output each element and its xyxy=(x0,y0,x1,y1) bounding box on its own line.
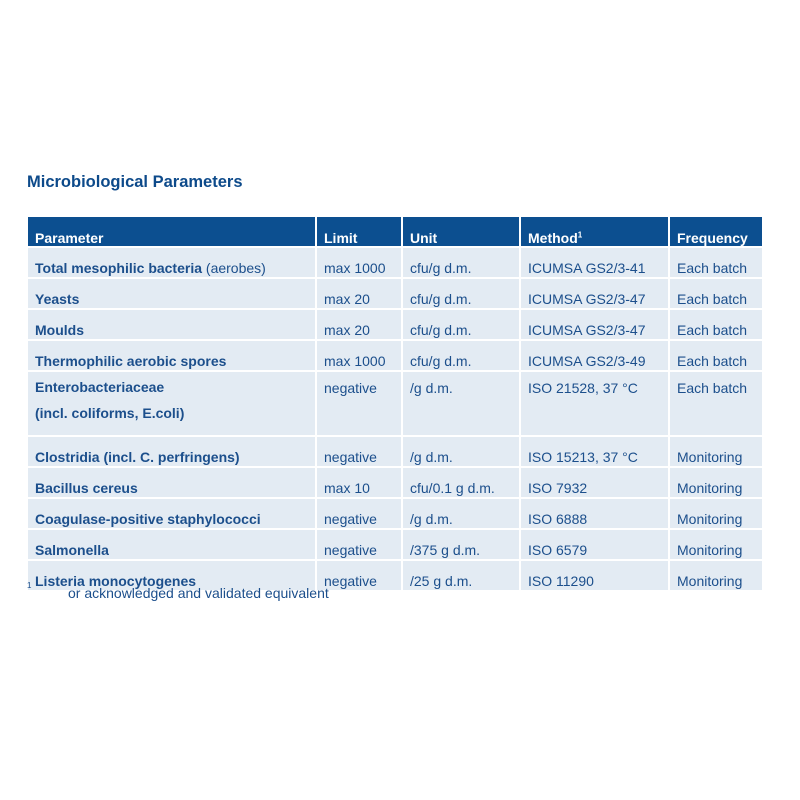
cell-frequency: Each batch xyxy=(670,372,762,435)
parameter-name: Moulds xyxy=(35,322,84,338)
cell-method: ISO 21528, 37 °C xyxy=(521,372,668,435)
cell-parameter xyxy=(28,341,315,370)
cell-frequency: Each batch xyxy=(670,341,762,370)
cell-method: ICUMSA GS2/3-49 xyxy=(521,341,668,370)
cell-parameter xyxy=(28,372,315,435)
cell-frequency: Monitoring xyxy=(670,437,762,466)
cell-limit: negative xyxy=(317,372,401,435)
parameter-name: Yeasts xyxy=(35,291,80,307)
cell-parameter xyxy=(28,437,315,466)
cell-parameter xyxy=(28,530,315,559)
cell-parameter xyxy=(28,310,315,339)
table-row xyxy=(28,372,762,435)
cell-unit: /375 g d.m. xyxy=(403,530,519,559)
header-frequency: Frequency xyxy=(670,217,762,246)
header-method-label: Method xyxy=(528,230,578,246)
cell-method: ISO 6888 xyxy=(521,499,668,528)
cell-unit: cfu/g d.m. xyxy=(403,310,519,339)
parameter-name-line2: (incl. coliforms, E.coli) xyxy=(35,405,185,421)
cell-frequency: Monitoring xyxy=(670,468,762,497)
header-method xyxy=(521,217,668,246)
cell-frequency: Each batch xyxy=(670,248,762,277)
parameter-name: Enterobacteriaceae xyxy=(35,379,165,395)
cell-limit: max 20 xyxy=(317,310,401,339)
cell-parameter xyxy=(28,468,315,497)
parameter-name: Salmonella xyxy=(35,542,109,558)
parameter-name: Thermophilic aerobic spores xyxy=(35,353,227,369)
cell-method: ICUMSA GS2/3-47 xyxy=(521,310,668,339)
parameter-name: Clostridia (incl. C. perfringens) xyxy=(35,449,240,465)
cell-frequency: Monitoring xyxy=(670,530,762,559)
cell-unit: /g d.m. xyxy=(403,437,519,466)
parameter-name: Bacillus cereus xyxy=(35,480,138,496)
cell-frequency: Monitoring xyxy=(670,561,762,590)
parameter-name: Coagulase-positive staphylococci xyxy=(35,511,261,527)
microbiological-parameters-table xyxy=(26,215,764,592)
footnote-ref: 1 xyxy=(577,230,583,240)
cell-frequency: Monitoring xyxy=(670,499,762,528)
cell-limit: max 1000 xyxy=(317,341,401,370)
cell-unit: /25 g d.m. xyxy=(403,561,519,590)
parameter-name: Total mesophilic bacteria xyxy=(35,260,203,276)
cell-unit: cfu/g d.m. xyxy=(403,341,519,370)
section-title: Microbiological Parameters xyxy=(27,173,243,191)
cell-unit: cfu/0.1 g d.m. xyxy=(403,468,519,497)
cell-method: ICUMSA GS2/3-41 xyxy=(521,248,668,277)
footnote-text: or acknowledged and validated equivalent xyxy=(68,585,329,601)
cell-method: ISO 6579 xyxy=(521,530,668,559)
cell-unit: /g d.m. xyxy=(403,372,519,435)
table-header xyxy=(28,217,762,246)
header-unit: Unit xyxy=(403,217,519,246)
cell-limit: negative xyxy=(317,561,401,590)
cell-limit: negative xyxy=(317,499,401,528)
cell-method: ISO 11290 xyxy=(521,561,668,590)
cell-unit: cfu/g d.m. xyxy=(403,248,519,277)
footnote-mark: 1 xyxy=(27,581,32,590)
table-row xyxy=(28,530,762,559)
cell-method: ISO 15213, 37 °C xyxy=(521,437,668,466)
cell-limit: negative xyxy=(317,437,401,466)
cell-parameter xyxy=(28,248,315,277)
header-parameter: Parameter xyxy=(28,217,315,246)
cell-limit: max 1000 xyxy=(317,248,401,277)
table-row xyxy=(28,341,762,370)
cell-unit: /g d.m. xyxy=(403,499,519,528)
cell-method: ICUMSA GS2/3-47 xyxy=(521,279,668,308)
table-row xyxy=(28,437,762,466)
cell-limit: max 10 xyxy=(317,468,401,497)
cell-limit: negative xyxy=(317,530,401,559)
table-row xyxy=(28,468,762,497)
cell-frequency: Each batch xyxy=(670,279,762,308)
cell-limit: max 20 xyxy=(317,279,401,308)
header-limit: Limit xyxy=(317,217,401,246)
cell-parameter xyxy=(28,499,315,528)
table-row xyxy=(28,248,762,277)
parameter-name: Listeria monocytogenes xyxy=(35,573,197,589)
cell-frequency: Each batch xyxy=(670,310,762,339)
table-row xyxy=(28,310,762,339)
cell-unit: cfu/g d.m. xyxy=(403,279,519,308)
parameter-extra: (aerobes) xyxy=(202,260,266,276)
table-row xyxy=(28,279,762,308)
cell-method: ISO 7932 xyxy=(521,468,668,497)
table-row xyxy=(28,499,762,528)
cell-parameter xyxy=(28,279,315,308)
